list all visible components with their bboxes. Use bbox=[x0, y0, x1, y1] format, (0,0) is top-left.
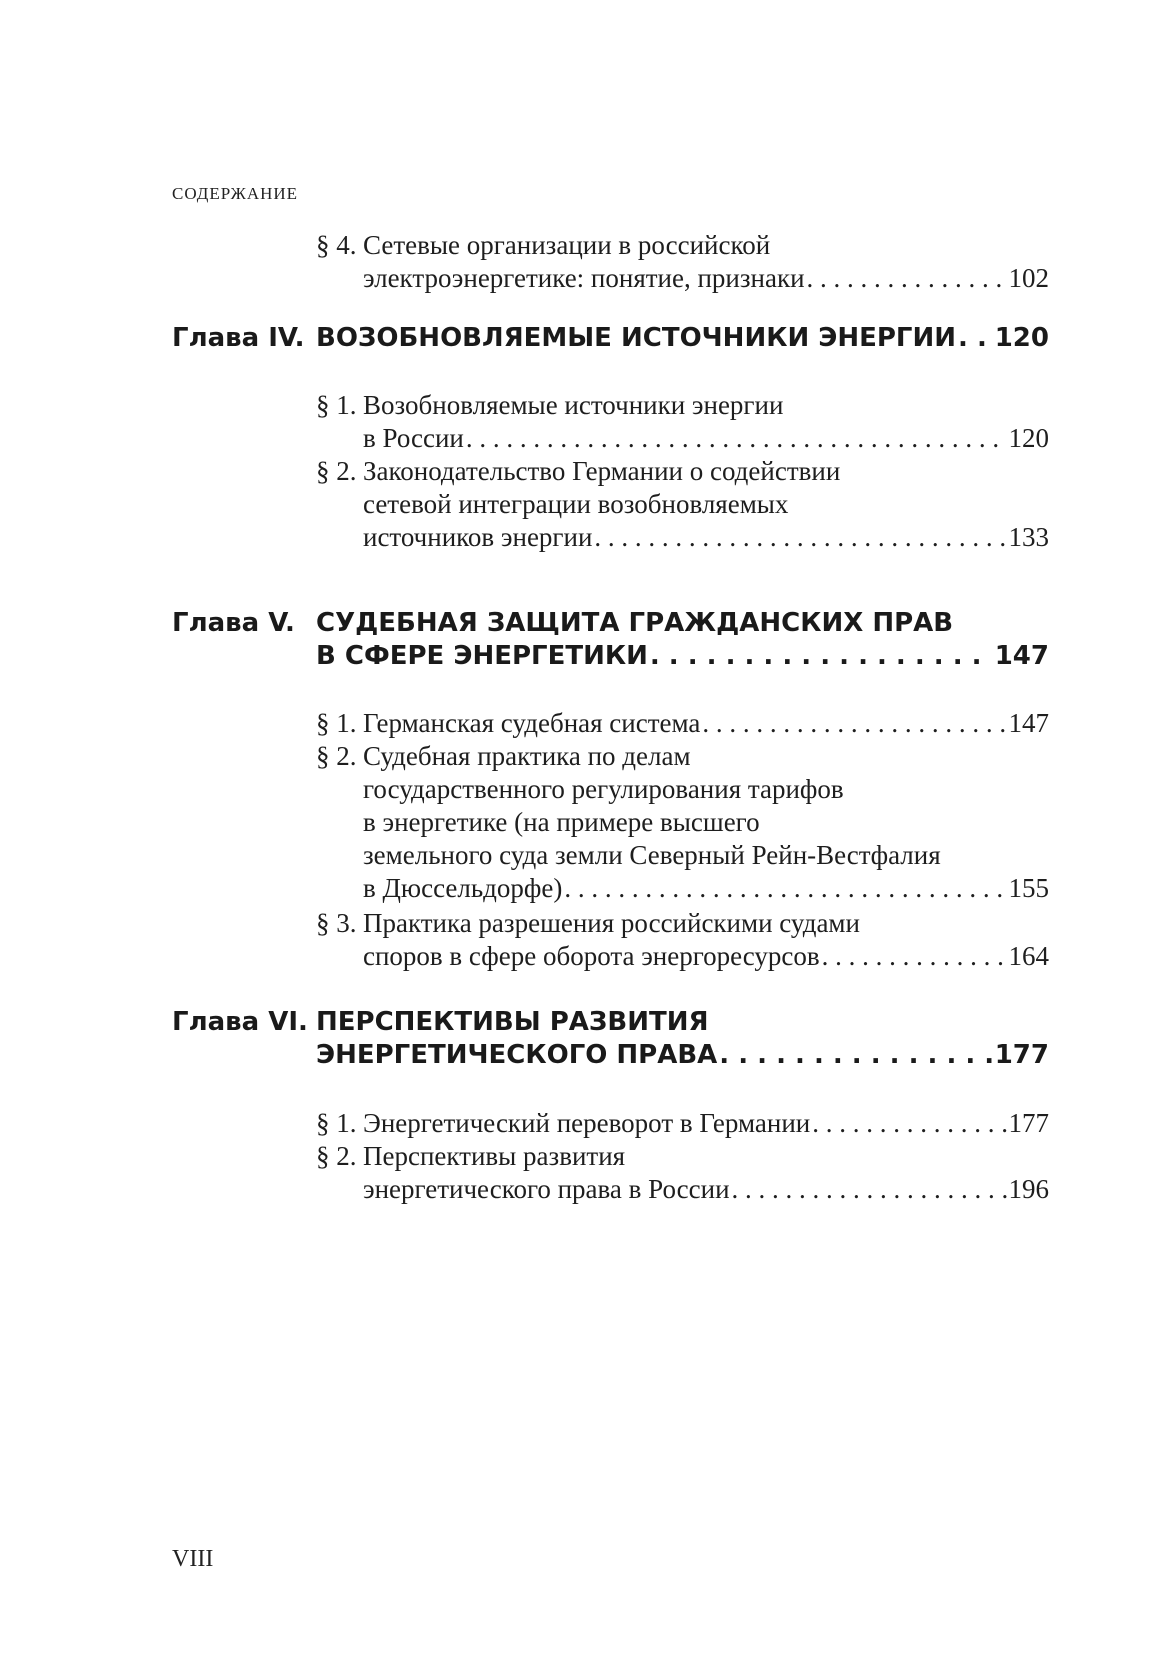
dot-leader bbox=[650, 640, 993, 673]
toc-chapter-5[interactable] bbox=[172, 607, 1049, 673]
section-mark: § 1. bbox=[316, 708, 357, 738]
dot-leader bbox=[812, 1107, 1006, 1140]
dot-leader bbox=[807, 262, 1007, 295]
page-number: 120 bbox=[994, 323, 1049, 353]
chapter-title: ЭНЕРГЕТИЧЕСКОГО ПРАВА bbox=[316, 1040, 718, 1070]
page-number: 147 bbox=[994, 641, 1049, 671]
toc-section-5-1[interactable] bbox=[316, 707, 1049, 740]
section-mark: § 3. bbox=[316, 908, 357, 938]
running-head-title: СОДЕРЖАНИЕ bbox=[172, 184, 299, 203]
page-number: 102 bbox=[1008, 263, 1049, 293]
section-title-line: сетевой интеграции возобновляемых bbox=[363, 489, 789, 519]
section-title-line: в России bbox=[363, 423, 464, 453]
section-title-line: Перспективы развития bbox=[363, 1141, 626, 1171]
section-title-line: Практика разрешения российскими судами bbox=[363, 908, 860, 938]
page-number: 147 bbox=[1008, 708, 1049, 738]
page-number: 177 bbox=[1008, 1108, 1049, 1138]
section-mark: § 2. bbox=[316, 741, 357, 771]
chapter-label: Глава VI. bbox=[172, 1007, 308, 1037]
dot-leader bbox=[466, 422, 1007, 455]
toc-chapter-4[interactable] bbox=[172, 322, 1049, 355]
toc-section-4-2[interactable] bbox=[316, 455, 1049, 554]
page-folio: VIII bbox=[172, 1546, 214, 1572]
section-title-line: в Дюссельдорфе) bbox=[363, 873, 563, 903]
section-mark: § 2. bbox=[316, 456, 357, 486]
page-number: 177 bbox=[994, 1040, 1049, 1070]
section-title-line: Судебная практика по делам bbox=[363, 741, 691, 771]
page-number: 133 bbox=[1008, 522, 1049, 552]
section-title-line: земельного суда земли Северный Рейн-Вестфалия bbox=[363, 840, 941, 870]
dot-leader bbox=[564, 872, 1006, 905]
chapter-label: Глава IV. bbox=[172, 323, 305, 353]
toc-section-4-1[interactable] bbox=[316, 389, 1049, 455]
dot-leader bbox=[594, 521, 1006, 554]
page-number: 155 bbox=[1008, 873, 1049, 903]
section-title-line: Энергетический переворот в Германии bbox=[363, 1108, 811, 1138]
toc-section-6-2[interactable] bbox=[316, 1140, 1049, 1206]
section-title-line: в энергетике (на примере высшего bbox=[363, 807, 760, 837]
toc-section-5-3[interactable] bbox=[316, 907, 1049, 973]
chapter-title: ВОЗОБНОВЛЯЕМЫЕ ИСТОЧНИКИ ЭНЕРГИИ bbox=[316, 323, 957, 353]
section-title-line: государственного регулирования тарифов bbox=[363, 774, 844, 804]
page-number: 120 bbox=[1008, 423, 1049, 453]
toc-section-6-1[interactable] bbox=[316, 1107, 1049, 1140]
section-title-line: Законодательство Германии о содействии bbox=[363, 456, 841, 486]
section-title-line: Сетевые организации в российской bbox=[363, 230, 771, 260]
section-mark: § 4. bbox=[316, 230, 357, 260]
chapter-title: ПЕРСПЕКТИВЫ РАЗВИТИЯ bbox=[316, 1007, 709, 1037]
chapter-title: В СФЕРЕ ЭНЕРГЕТИКИ bbox=[316, 641, 648, 671]
section-mark: § 1. bbox=[316, 390, 357, 420]
dot-leader bbox=[702, 707, 1006, 740]
chapter-label: Глава V. bbox=[172, 608, 295, 638]
page-number: 196 bbox=[1008, 1174, 1049, 1204]
dot-leader bbox=[822, 940, 1007, 973]
section-title-line: Германская судебная система bbox=[363, 708, 701, 738]
section-mark: § 2. bbox=[316, 1141, 357, 1171]
section-title-line: электроэнергетике: понятие, признаки bbox=[363, 263, 805, 293]
dot-leader bbox=[719, 1039, 992, 1072]
section-title-line: источников энергии bbox=[363, 522, 593, 552]
section-title-line: энергетического права в России bbox=[363, 1174, 730, 1204]
section-title-line: Возобновляемые источники энергии bbox=[363, 390, 784, 420]
page-number: 164 bbox=[1008, 941, 1049, 971]
section-mark: § 1. bbox=[316, 1108, 357, 1138]
chapter-title: СУДЕБНАЯ ЗАЩИТА ГРАЖДАНСКИХ ПРАВ bbox=[316, 608, 954, 638]
dot-leader bbox=[732, 1173, 1007, 1206]
section-title-line: споров в сфере оборота энергоресурсов bbox=[363, 941, 820, 971]
toc-section-4[interactable] bbox=[316, 229, 1049, 295]
dot-leader bbox=[958, 322, 993, 355]
toc-section-5-2[interactable] bbox=[316, 740, 1049, 905]
toc-chapter-6[interactable] bbox=[172, 1006, 1049, 1072]
